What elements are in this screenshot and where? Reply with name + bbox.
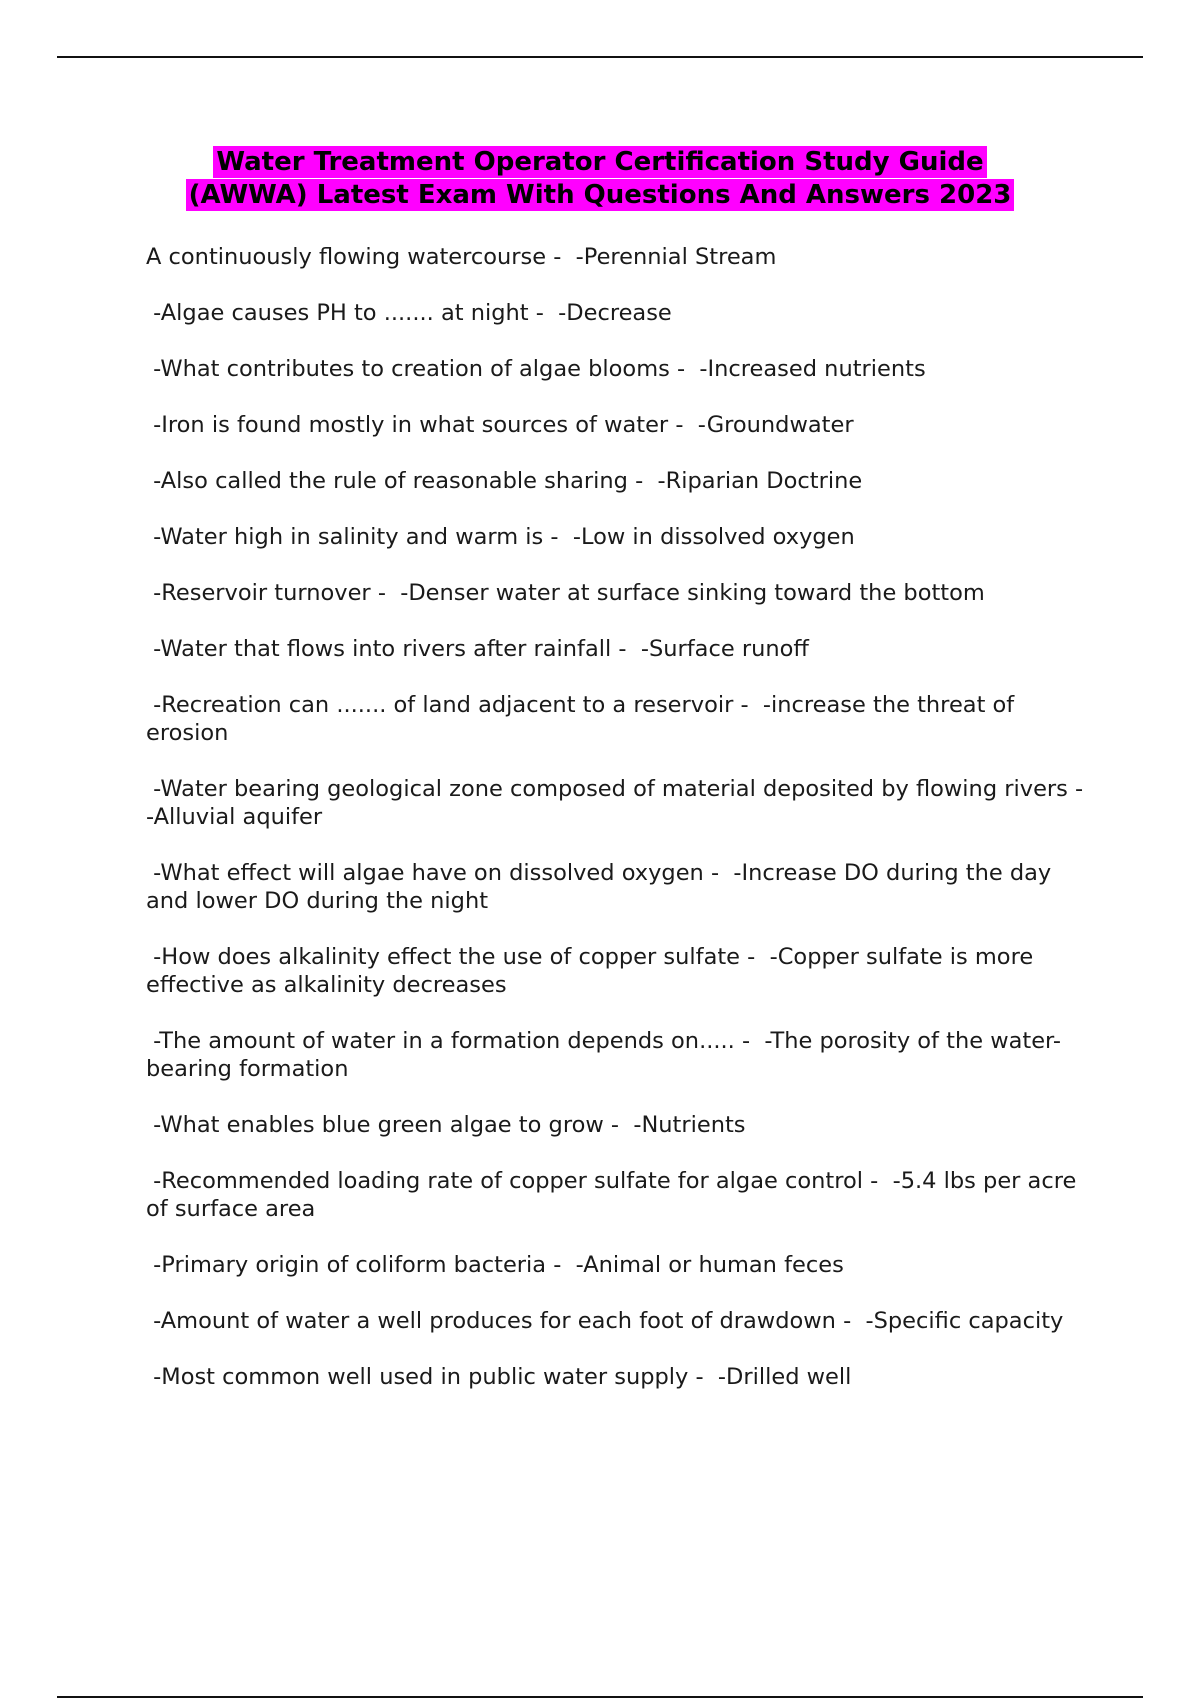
qa-item: -Water bearing geological zone composed of material deposited by flowing rivers - -Alluvial aquifer bbox=[146, 776, 1098, 830]
bottom-divider bbox=[57, 1696, 1143, 1698]
qa-item: -Reservoir turnover - -Denser water at surface sinking toward the bottom bbox=[146, 580, 985, 606]
qa-item: -Algae causes PH to ....... at night - -Decrease bbox=[146, 300, 672, 326]
top-divider bbox=[57, 56, 1143, 58]
qa-item: -What contributes to creation of algae blooms - -Increased nutrients bbox=[146, 356, 926, 382]
qa-item: -What effect will algae have on dissolved oxygen - -Increase DO during the day and lower DO during the night bbox=[146, 860, 1059, 914]
question-answer-list bbox=[146, 243, 1096, 1419]
qa-item: -Water high in salinity and warm is - -Low in dissolved oxygen bbox=[146, 524, 855, 550]
qa-item: -Iron is found mostly in what sources of water - -Groundwater bbox=[146, 412, 854, 438]
qa-item: -Primary origin of coliform bacteria - -Animal or human feces bbox=[146, 1252, 844, 1278]
qa-item: -Recommended loading rate of copper sulfate for algae control - -5.4 lbs per acre of surface area bbox=[146, 1168, 1084, 1222]
qa-item: -Most common well used in public water supply - -Drilled well bbox=[146, 1364, 852, 1390]
qa-item: -Recreation can ....... of land adjacent to a reservoir - -increase the threat of erosion bbox=[146, 692, 1022, 746]
qa-item: -How does alkalinity effect the use of copper sulfate - -Copper sulfate is more effective as alkalinity decreases bbox=[146, 944, 1041, 998]
document-title bbox=[146, 146, 1054, 212]
qa-item: -What enables blue green algae to grow - -Nutrients bbox=[146, 1112, 746, 1138]
title-line-1: Water Treatment Operator Certification Study Guide bbox=[213, 146, 986, 178]
qa-item: A continuously flowing watercourse - -Perennial Stream bbox=[146, 244, 777, 270]
title-line-2: (AWWA) Latest Exam With Questions And Answers 2023 bbox=[186, 179, 1015, 211]
qa-item: -Also called the rule of reasonable sharing - -Riparian Doctrine bbox=[146, 468, 863, 494]
qa-item: -Amount of water a well produces for each foot of drawdown - -Specific capacity bbox=[146, 1308, 1064, 1334]
qa-item: -Water that flows into rivers after rainfall - -Surface runoff bbox=[146, 636, 809, 662]
qa-item: -The amount of water in a formation depends on..... - -The porosity of the water-bearing formation bbox=[146, 1028, 1061, 1082]
